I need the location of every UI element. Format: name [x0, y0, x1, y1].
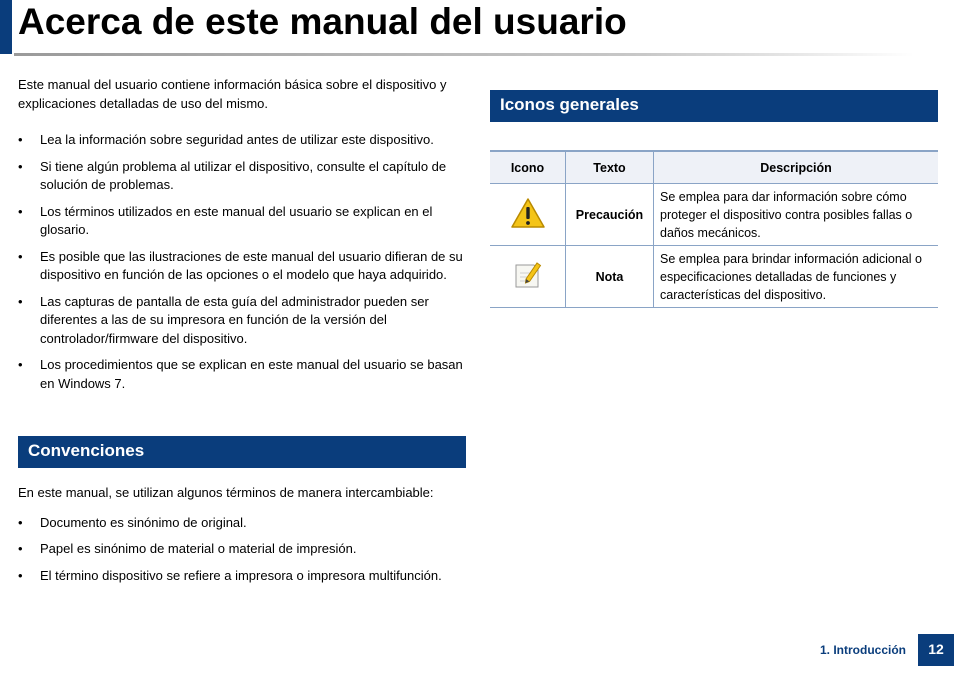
list-item: • Los términos utilizados en este manual del usuario se explican en el glosario. [18, 203, 466, 240]
list-item: • Las capturas de pantalla de esta guía del administrador pueden ser diferentes a las de su impresora en función de la versión del controlador/firmware del dispositivo. [18, 293, 466, 349]
intro-paragraph: Este manual del usuario contiene información básica sobre el dispositivo y explicaciones detalladas de uso del mismo. [18, 77, 447, 111]
table-header-row [490, 151, 938, 184]
page-number: 12 [918, 634, 954, 666]
list-item: • Es posible que las ilustraciones de este manual del usuario difieran de su dispositivo en función de las opciones o el modelo que haya adquirido. [18, 248, 466, 285]
icon-description: Se emplea para brindar información adicional o especificaciones detalladas de funciones y características del dispositivo. [654, 246, 939, 308]
icon-cell [490, 184, 566, 246]
list-item: • Lea la información sobre seguridad antes de utilizar este dispositivo. [18, 131, 466, 150]
list-item: • Los procedimientos que se explican en este manual del usuario se basan en Windows 7. [18, 356, 466, 393]
table-row [490, 184, 938, 246]
list-item: • Documento es sinónimo de original. [18, 514, 466, 533]
table-row [490, 246, 938, 308]
icons-heading: Iconos generales [490, 90, 938, 122]
conventions-heading: Convenciones [18, 436, 466, 468]
right-column [490, 90, 938, 308]
list-item: • El término dispositivo se refiere a impresora o impresora multifunción. [18, 567, 466, 586]
title-divider [14, 53, 914, 56]
icon-label: Nota [566, 246, 654, 308]
column-header-text: Texto [566, 151, 654, 184]
list-item: • Si tiene algún problema al utilizar el dispositivo, consulte el capítulo de solución de problemas. [18, 158, 466, 195]
icon-cell [490, 246, 566, 308]
left-column [18, 76, 466, 585]
intro-bullet-list [18, 131, 466, 393]
column-header-icon: Icono [490, 151, 566, 184]
page-title: Acerca de este manual del usuario [18, 1, 627, 42]
title-accent-bar [0, 0, 12, 54]
conventions-bullet-list [18, 514, 466, 586]
list-item: • Papel es sinónimo de material o material de impresión. [18, 540, 466, 559]
footer-section-label: 1. Introducción [819, 643, 906, 657]
icon-label: Precaución [566, 184, 654, 246]
note-pencil-icon [512, 259, 544, 291]
icon-description: Se emplea para dar información sobre cómo proteger el dispositivo contra posibles fallas o daños mecánicos. [654, 184, 939, 246]
conventions-paragraph: En este manual, se utilizan algunos términos de manera intercambiable: [18, 485, 434, 500]
warning-triangle-icon [510, 197, 546, 229]
column-header-description: Descripción [654, 151, 939, 184]
icons-table [490, 150, 938, 308]
